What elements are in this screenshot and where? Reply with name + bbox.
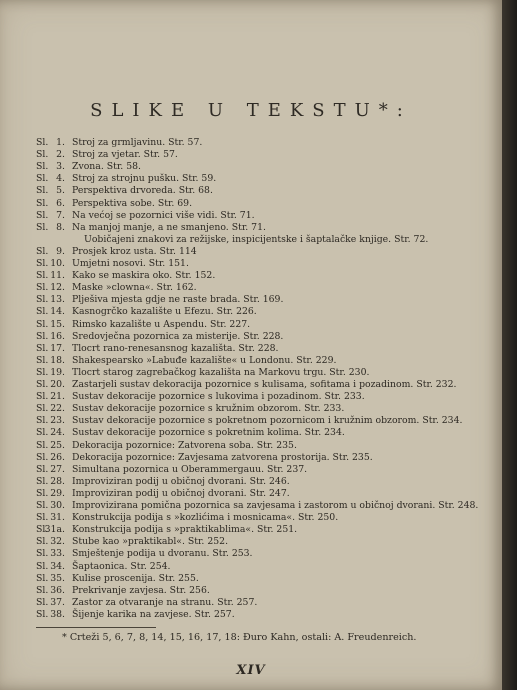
figure-caption: Smještenje podija u dvoranu. Str. 253. xyxy=(72,548,253,560)
figure-prefix: Sl. xyxy=(36,209,49,221)
figure-caption: Stroj za vjetar. Str. 57. xyxy=(72,149,178,161)
list-item xyxy=(0,427,502,439)
footnote-divider xyxy=(36,627,156,628)
list-item xyxy=(0,415,502,427)
figure-prefix: Sl. xyxy=(36,270,49,282)
figure-caption: Plješiva mjesta gdje ne raste brada. Str. 169. xyxy=(72,294,284,306)
figure-prefix: Sl. xyxy=(36,379,49,390)
figure-prefix: Sl. xyxy=(36,548,49,560)
figure-prefix: Sl. xyxy=(36,149,49,161)
figure-prefix: Sl. xyxy=(36,282,49,294)
figure-prefix: Sl. xyxy=(36,415,49,427)
list-item xyxy=(0,573,502,585)
figure-caption: Prosjek kroz usta. Str. 114 xyxy=(72,245,197,257)
figure-number: 7. xyxy=(56,209,65,221)
figure-number: 28. xyxy=(50,475,65,487)
page-number: XIV xyxy=(236,663,266,678)
list-item xyxy=(0,609,502,621)
list-item xyxy=(0,306,502,318)
figure-number: 3. xyxy=(56,161,65,173)
figure-caption: Konstrukcija podija s »kozlićima i mosnicama«. Str. 250. xyxy=(72,512,339,524)
figure-prefix: Sl. xyxy=(36,608,49,620)
figure-prefix: Sl. xyxy=(36,560,49,572)
list-item xyxy=(0,198,502,210)
figure-caption: Rimsko kazalište u Aspendu. Str. 227. xyxy=(72,318,251,330)
figure-caption: Uobičajeni znakovi za režijske, inspicijentske i šaptalačke knjige. Str. 72. xyxy=(84,233,429,245)
figure-caption: Šijenje karika na zavjese. Str. 257. xyxy=(72,608,235,620)
figure-caption: Kako se maskira oko. Str. 152. xyxy=(72,270,216,282)
figure-prefix: Sl. xyxy=(36,342,49,354)
figure-caption: Sredovječna pozornica za misterije. Str. 228. xyxy=(72,330,284,342)
figure-caption: Improviziran podij u običnoj dvorani. Str. 246. xyxy=(72,475,290,487)
list-item xyxy=(0,319,502,331)
figure-number: 22. xyxy=(50,403,65,415)
figure-caption: Sustav dekoracije pozornice s lukovima i pozadinom. Str. 233. xyxy=(72,391,365,403)
figure-prefix: Sl. xyxy=(36,330,49,342)
figure-number: 5. xyxy=(56,185,65,197)
figure-prefix: Sl. xyxy=(36,427,49,439)
figure-prefix: Sl. xyxy=(36,451,49,463)
list-item xyxy=(0,391,502,403)
figure-prefix: Sl. xyxy=(36,391,49,403)
figure-number: 33. xyxy=(50,548,65,560)
list-item xyxy=(0,331,502,343)
figure-number: 12. xyxy=(50,282,65,294)
figure-caption: Prekrivanje zavjesa. Str. 256. xyxy=(72,584,210,596)
list-item xyxy=(0,512,502,524)
figure-caption: Umjetni nosovi. Str. 151. xyxy=(72,258,189,269)
figure-number: 13. xyxy=(50,294,65,306)
figure-prefix: Sl. xyxy=(36,475,49,487)
figure-caption: Perspektiva drvoreda. Str. 68. xyxy=(72,185,213,197)
list-item xyxy=(0,270,502,282)
figure-prefix: Sl. xyxy=(36,318,49,330)
figure-prefix: Sl. xyxy=(36,366,49,378)
figure-prefix: Sl. xyxy=(36,185,49,197)
list-item xyxy=(0,379,502,391)
figure-number: 30. xyxy=(50,500,65,511)
list-item xyxy=(0,258,502,270)
figure-prefix: Sl. xyxy=(36,500,49,511)
list-item xyxy=(0,355,502,367)
figure-number: 10. xyxy=(50,258,65,269)
figure-number: 34. xyxy=(50,560,65,572)
figure-number: 32. xyxy=(50,536,65,548)
figure-caption: Stroj za strojnu pušku. Str. 59. xyxy=(72,173,217,185)
figure-number: 26. xyxy=(50,451,65,463)
figure-prefix: Sl. xyxy=(36,221,49,233)
figure-caption: Tlocrt starog zagrebačkog kazališta na Markovu trgu. Str. 230. xyxy=(72,366,370,378)
figure-number: 35. xyxy=(50,572,65,584)
list-item xyxy=(0,173,502,185)
figure-caption: Kasnogrčko kazalište u Efezu. Str. 226. xyxy=(72,306,257,318)
figure-prefix: Sl. xyxy=(36,354,49,366)
figure-number: 23. xyxy=(50,415,65,427)
list-item xyxy=(0,403,502,415)
figure-prefix: Sl. xyxy=(36,487,49,499)
figure-prefix: Sl. xyxy=(36,258,49,269)
figure-prefix: Sl. xyxy=(36,536,49,548)
figure-prefix: Sl. xyxy=(36,173,49,185)
figure-prefix: Sl. xyxy=(36,584,49,596)
figure-number: 14. xyxy=(50,306,65,318)
figure-prefix: Sl. xyxy=(36,403,49,415)
figure-caption: Sustav dekoracije pozornice s pokretnim kolima. Str. 234. xyxy=(72,427,345,439)
list-item xyxy=(0,210,502,222)
page-title: SLIKE U TEKSTU*: xyxy=(90,100,412,121)
figure-number: 24. xyxy=(50,427,65,439)
list-item xyxy=(0,524,502,536)
figure-caption: Stroj za grmljavinu. Str. 57. xyxy=(72,137,203,148)
figure-number: 19. xyxy=(50,366,65,378)
figure-prefix: Sl. xyxy=(36,197,49,209)
figure-prefix: Sl. xyxy=(36,463,49,475)
list-item xyxy=(0,452,502,464)
list-item xyxy=(0,246,502,258)
list-item xyxy=(0,464,502,476)
figure-caption: Simultana pozornica u Oberammergauu. Str. 237. xyxy=(72,463,308,475)
figure-prefix: Sl. xyxy=(36,596,49,608)
list-item xyxy=(0,597,502,609)
figure-number: 9. xyxy=(56,245,65,257)
figure-caption: Na većoj se pozornici više vidi. Str. 71. xyxy=(72,209,255,221)
list-item xyxy=(0,548,502,560)
figure-number: 25. xyxy=(50,439,65,451)
figure-number: 4. xyxy=(56,173,65,185)
figure-caption: Zvona. Str. 58. xyxy=(72,161,141,173)
figure-caption: Maske »clowna«. Str. 162. xyxy=(72,282,197,294)
figure-prefix: Sl. xyxy=(36,512,49,524)
figure-number: 17. xyxy=(50,342,65,354)
figure-number: 15. xyxy=(50,318,65,330)
figure-caption: Improviziran podij u običnoj dvorani. Str. 247. xyxy=(72,487,290,499)
figure-prefix: Sl. xyxy=(36,439,49,451)
figure-number: 38. xyxy=(50,608,65,620)
list-item xyxy=(0,137,502,149)
figure-caption: Konstrukcija podija s »praktikablima«. Str. 251. xyxy=(72,524,298,536)
list-item xyxy=(0,440,502,452)
list-item xyxy=(0,343,502,355)
figure-caption: Dekoracija pozornice: Zatvorena soba. Str. 235. xyxy=(72,439,297,451)
list-item xyxy=(0,282,502,294)
figure-number: 2. xyxy=(56,149,65,161)
figure-caption: Improvizirana pomična pozornica sa zavjesama i zastorom u običnoj dvorani. Str. 248. xyxy=(72,500,479,511)
list-item xyxy=(0,476,502,488)
figure-caption: Shakespearsko »Labuđe kazalište« u Londonu. Str. 229. xyxy=(72,354,337,366)
figure-caption: Zastor za otvaranje na stranu. Str. 257. xyxy=(72,596,258,608)
figure-caption: Stube kao »praktikabl«. Str. 252. xyxy=(72,536,229,548)
list-item xyxy=(0,161,502,173)
footnote: * Crteži 5, 6, 7, 8, 14, 15, 16, 17, 18: Đuro Kahn, ostali: A. Freudenreich. xyxy=(62,632,417,643)
list-item xyxy=(0,585,502,597)
figure-prefix: Sl. xyxy=(36,524,49,536)
figure-caption: Kulise proscenija. Str. 255. xyxy=(72,572,199,584)
figure-number: 18. xyxy=(50,354,65,366)
book-edge xyxy=(502,0,517,690)
figure-caption: Dekoracija pozornice: Zavjesama zatvorena prostorija. Str. 235. xyxy=(72,451,373,463)
figure-prefix: Sl. xyxy=(36,294,49,306)
list-item xyxy=(0,185,502,197)
figure-number: 16. xyxy=(50,330,65,342)
figure-number: 6. xyxy=(56,197,65,209)
figure-prefix: Sl. xyxy=(36,245,49,257)
figure-prefix: Sl. xyxy=(36,161,49,173)
figure-number: 29. xyxy=(50,487,65,499)
list-item xyxy=(0,149,502,161)
figure-caption: Zastarjeli sustav dekoracija pozornice s kulisama, sofitama i pozadinom. Str. 232. xyxy=(72,379,457,390)
figure-number: 31a. xyxy=(44,524,65,536)
figure-prefix: Sl. xyxy=(36,572,49,584)
list-item xyxy=(0,500,502,512)
figure-caption: Na manjoj manje, a ne smanjeno. Str. 71. xyxy=(72,221,266,233)
figure-caption: Sustav dekoracije pozornice s pokretnom pozornicom i kružnim obzorom. Str. 234. xyxy=(72,415,463,427)
list-item xyxy=(0,294,502,306)
figure-caption: Šaptaonica. Str. 254. xyxy=(72,560,171,572)
figure-number: 8. xyxy=(56,221,65,233)
list-item xyxy=(0,561,502,573)
figure-number: 11. xyxy=(50,270,65,282)
list-item xyxy=(0,488,502,500)
figure-number: 27. xyxy=(50,463,65,475)
figure-number: 36. xyxy=(50,584,65,596)
list-item xyxy=(0,222,502,234)
figure-number: 1. xyxy=(56,137,65,148)
figure-number: 21. xyxy=(50,391,65,403)
figure-prefix: Sl. xyxy=(36,137,49,148)
figure-caption: Tlocrt rano-renesansnog kazališta. Str. 228. xyxy=(72,342,279,354)
list-item-continuation xyxy=(0,234,502,246)
list-item xyxy=(0,367,502,379)
figure-prefix: Sl. xyxy=(36,306,49,318)
figure-number: 37. xyxy=(50,596,65,608)
figure-caption: Perspektiva sobe. Str. 69. xyxy=(72,197,193,209)
figure-number: 20. xyxy=(50,379,65,390)
list-item xyxy=(0,536,502,548)
figure-number: 31. xyxy=(50,512,65,524)
figure-caption: Sustav dekoracije pozornice s kružnim obzorom. Str. 233. xyxy=(72,403,345,415)
